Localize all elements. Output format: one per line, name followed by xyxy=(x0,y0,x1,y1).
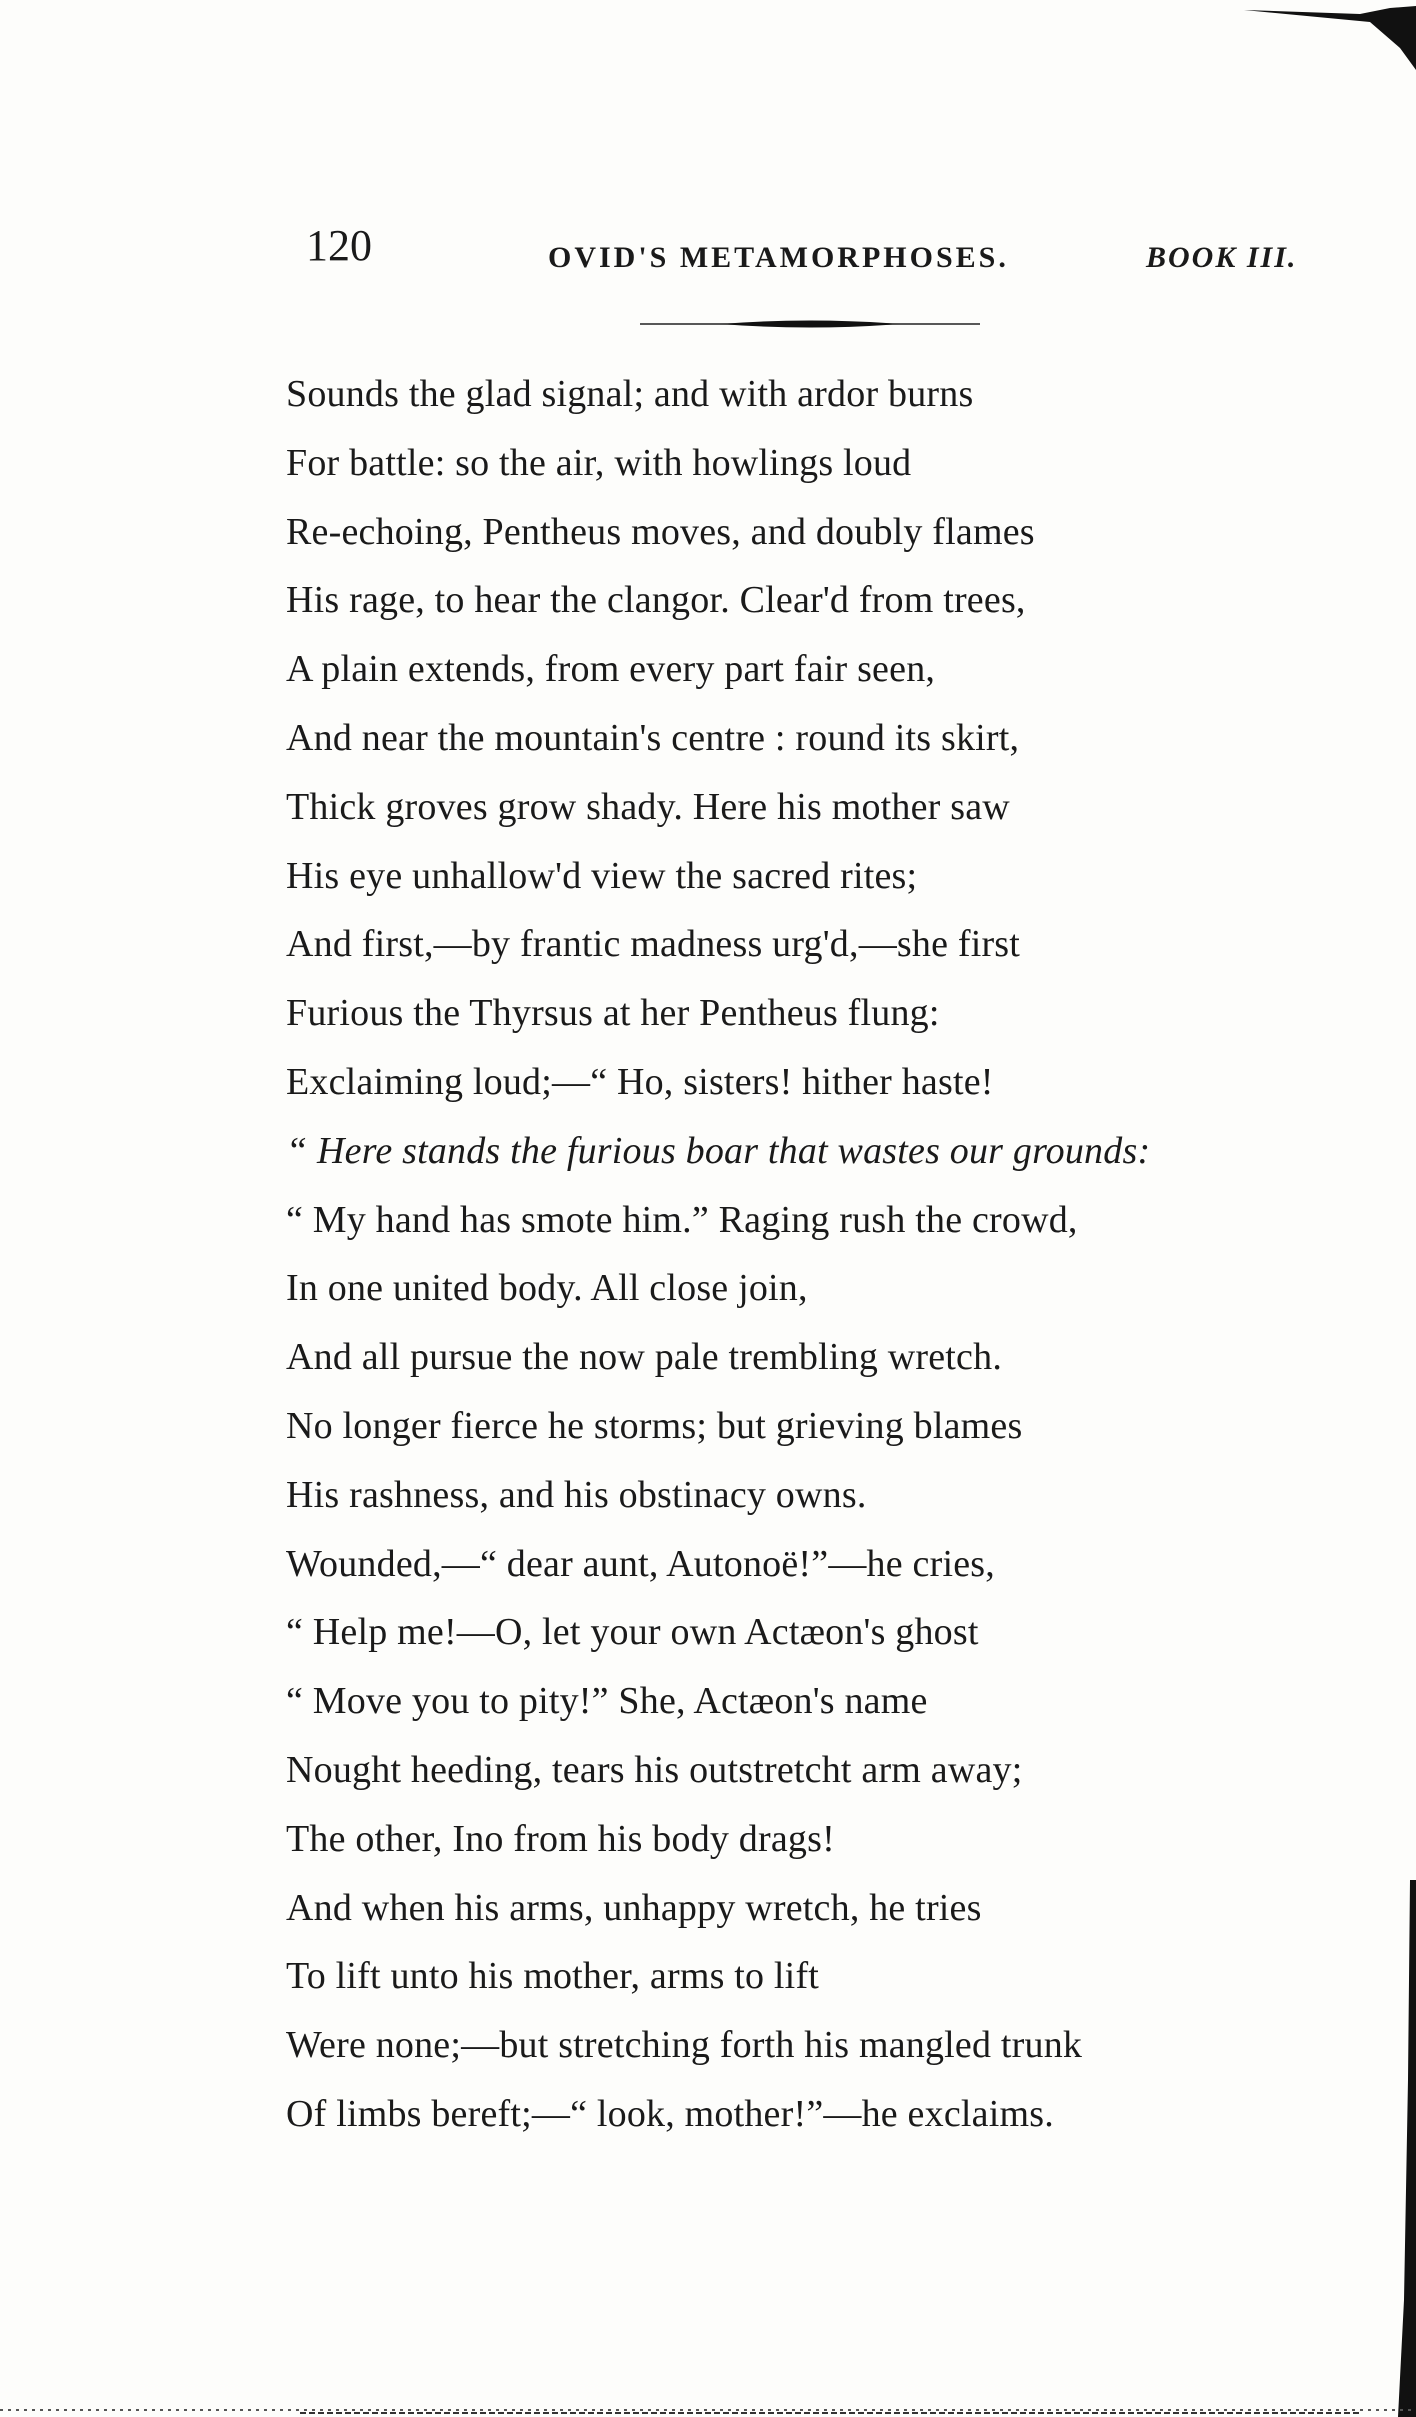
poem-line: A plain extends, from every part fair seen, xyxy=(286,648,936,691)
poem-line: To lift unto his mother, arms to lift xyxy=(286,1955,820,1998)
page-edge-right xyxy=(1376,1880,1416,2417)
poem-line: No longer fierce he storms; but grieving blames xyxy=(286,1404,1023,1447)
poem-line: “ Help me!—O, let your own Actæon's ghost xyxy=(286,1611,979,1654)
book-label: BOOK III. xyxy=(1146,241,1298,274)
poem-line: Were none;—but stretching forth his mangled trunk xyxy=(286,2024,1083,2067)
poem-line: And all pursue the now pale trembling wretch. xyxy=(286,1336,1003,1379)
poem-line: His rage, to hear the clangor. Clear'd from trees, xyxy=(286,579,1026,622)
header-rule xyxy=(640,318,980,330)
poem-line: His rashness, and his obstinacy owns. xyxy=(286,1473,867,1516)
poem-line: And near the mountain's centre : round its skirt, xyxy=(286,716,1020,759)
poem-line: “ Here stands the furious boar that wastes our grounds: xyxy=(286,1129,1151,1172)
poem-line: And first,—by frantic madness urg'd,—she first xyxy=(286,923,1021,966)
page-edge-bottom xyxy=(0,2398,1416,2417)
poem-line: The other, Ino from his body drags! xyxy=(286,1817,835,1860)
page-corner-mark xyxy=(1240,0,1416,70)
poem-line: And when his arms, unhappy wretch, he tries xyxy=(286,1886,982,1929)
poem-line: “ My hand has smote him.” Raging rush the crowd, xyxy=(286,1198,1078,1241)
poem-line: In one united body. All close join, xyxy=(286,1267,808,1310)
poem-line: Sounds the glad signal; and with ardor burns xyxy=(286,373,974,415)
poem-line: Wounded,—“ dear aunt, Autonoë!”—he cries, xyxy=(286,1542,995,1585)
poem-text xyxy=(286,360,1346,2149)
poem-line: Re-echoing, Pentheus moves, and doubly flames xyxy=(286,510,1035,553)
poem-line: Exclaiming loud;—“ Ho, sisters! hither haste! xyxy=(286,1060,994,1103)
running-title: OVID'S METAMORPHOSES. xyxy=(548,241,1009,274)
poem-line: His eye unhallow'd view the sacred rites; xyxy=(286,854,918,897)
poem-line: For battle: so the air, with howlings loud xyxy=(286,441,912,484)
poem-line: Furious the Thyrsus at her Pentheus flung: xyxy=(286,992,940,1035)
poem-line: Thick groves grow shady. Here his mother saw xyxy=(286,785,1010,828)
page-number: 120 xyxy=(306,221,372,270)
poem-line: Nought heeding, tears his outstretcht arm away; xyxy=(286,1748,1023,1791)
poem-line: Of limbs bereft;—“ look, mother!”—he exclaims. xyxy=(286,2092,1054,2135)
poem-line: “ Move you to pity!” She, Actæon's name xyxy=(286,1680,928,1723)
